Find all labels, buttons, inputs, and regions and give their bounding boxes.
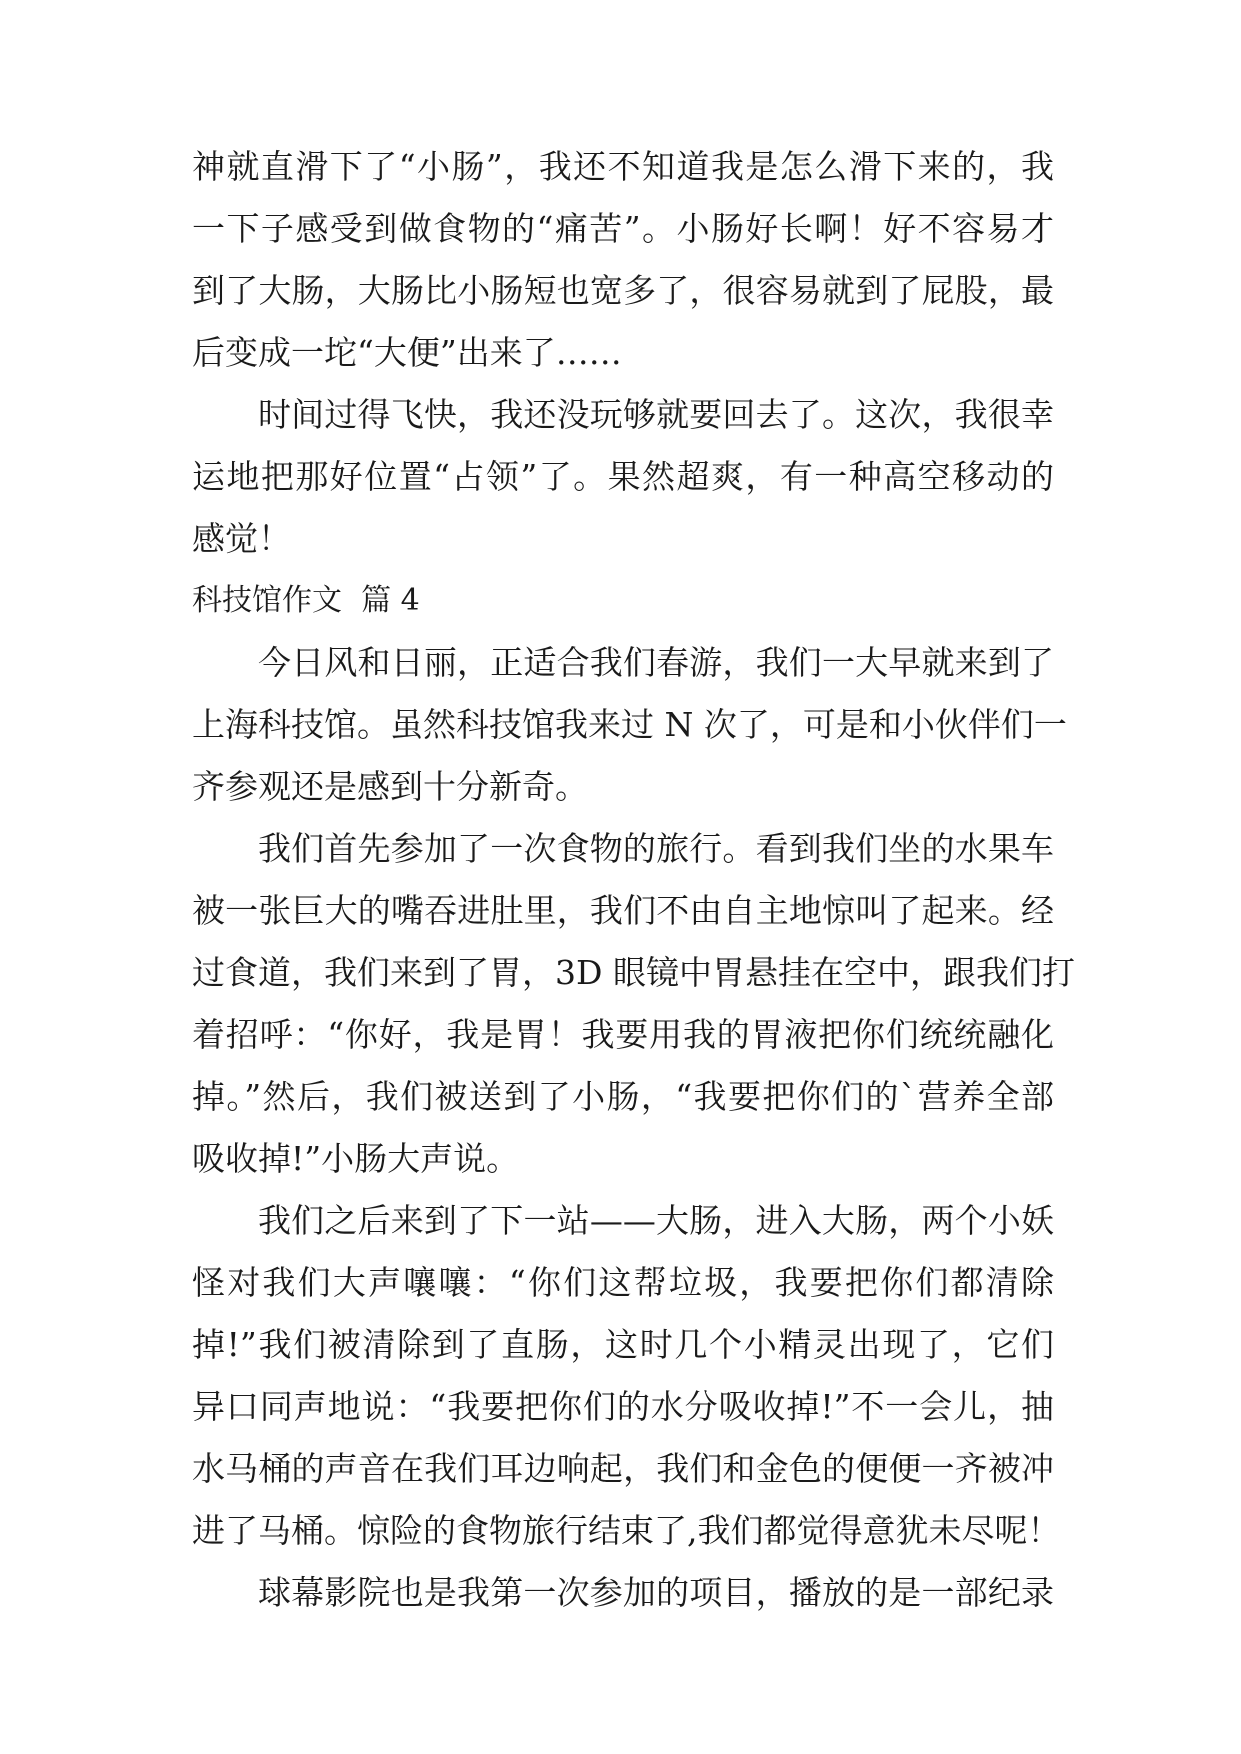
text-line: 怪对我们大声嚷嚷：“你们这帮垃圾，我要把你们都清除	[192, 1263, 1054, 1302]
text-line: 感觉！	[192, 519, 291, 558]
section-heading: 科技馆作文 篇 4	[192, 583, 420, 618]
text-line: 球幕影院也是我第一次参加的项目，播放的是一部纪录	[258, 1573, 1054, 1612]
text-line: 到了大肠，大肠比小肠短也宽多了，很容易就到了屁股，最	[192, 271, 1054, 310]
text-line: 异口同声地说：“我要把你们的水分吸收掉!”不一会儿，抽	[192, 1387, 1054, 1426]
text-line: 吸收掉!”小肠大声说。	[192, 1139, 520, 1178]
text-line: 时间过得飞快，我还没玩够就要回去了。这次，我很幸	[258, 395, 1054, 434]
text-line: 掉!”我们被清除到了直肠，这时几个小精灵出现了，它们	[192, 1325, 1054, 1364]
text-line: 上海科技馆。虽然科技馆我来过 N 次了，可是和小伙伴们一	[192, 705, 1067, 744]
text-line: 进了马桶。惊险的食物旅行结束了,我们都觉得意犹未尽呢！	[192, 1511, 1061, 1550]
text-line: 神就直滑下了“小肠”，我还不知道我是怎么滑下来的，我	[192, 147, 1054, 186]
text-line: 被一张巨大的嘴吞进肚里，我们不由自主地惊叫了起来。经	[192, 891, 1054, 930]
text-line: 水马桶的声音在我们耳边响起，我们和金色的便便一齐被冲	[192, 1449, 1054, 1488]
text-line: 一下子感受到做食物的“痛苦”。小肠好长啊！好不容易才	[192, 209, 1054, 248]
text-line: 后变成一坨“大便”出来了……	[192, 333, 622, 372]
text-line: 过食道，我们来到了胃，3D 眼镜中胃悬挂在空中，跟我们打	[192, 953, 1075, 992]
text-line: 运地把那好位置“占领”了。果然超爽，有一种高空移动的	[192, 457, 1054, 496]
text-line: 今日风和日丽，正适合我们春游，我们一大早就来到了	[258, 643, 1054, 682]
text-line: 我们首先参加了一次食物的旅行。看到我们坐的水果车	[258, 829, 1054, 868]
text-line: 掉。”然后，我们被送到了小肠，“我要把你们的`营养全部	[192, 1077, 1054, 1116]
text-line: 我们之后来到了下一站——大肠，进入大肠，两个小妖	[258, 1201, 1054, 1240]
text-line: 齐参观还是感到十分新奇。	[192, 767, 588, 806]
text-line: 着招呼：“你好，我是胃！我要用我的胃液把你们统统融化	[192, 1015, 1054, 1054]
